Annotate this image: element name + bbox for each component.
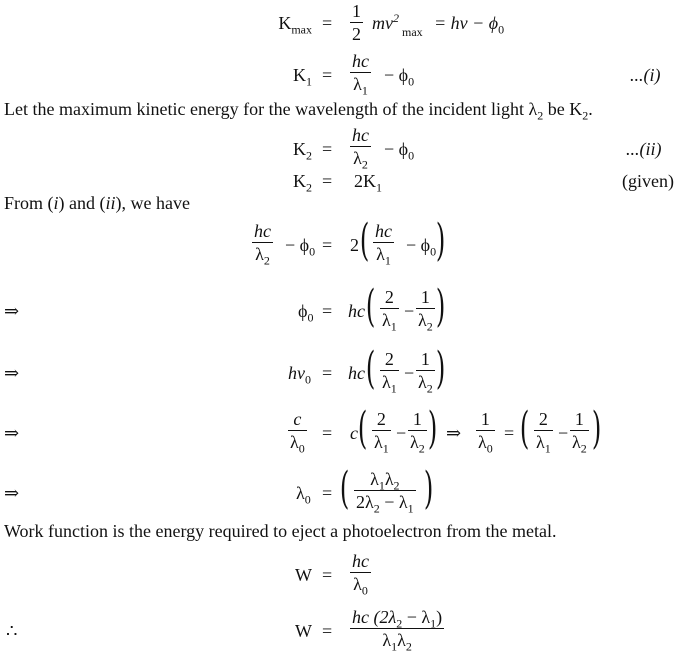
equals-sign: = <box>322 235 333 255</box>
fraction-hc-lambda2: hc $\lambda_2$ <box>352 125 369 172</box>
paren-left: ( <box>357 403 368 454</box>
fraction-hc-lambda2: hc $\lambda_2$ <box>254 221 271 268</box>
implies-arrow: ⇒ <box>4 423 20 443</box>
equals-sign: = <box>322 363 333 383</box>
kmax-mv: $mv^2$ <box>372 11 399 33</box>
paren-left: ( <box>365 343 376 394</box>
implies-arrow: ⇒ <box>4 301 20 321</box>
minus-sign: − <box>396 423 407 443</box>
hv0: $hv_0$ <box>288 363 311 387</box>
k2-rest: − $\phi_0$ <box>384 139 415 163</box>
fraction-1-lambda2: 1 $\lambda_2$ <box>418 349 433 396</box>
fraction-2-lambda1: 2 $\lambda_1$ <box>382 287 397 334</box>
equals-sign: = <box>322 483 333 503</box>
text-let: Let the maximum kinetic energy for the wavelength of the incident light $\lambda_2$ be $K_2$. <box>4 99 593 123</box>
therefore-symbol: ∴ <box>6 621 18 641</box>
fraction-2-lambda1: 2 $\lambda_1$ <box>382 349 397 396</box>
fraction-hc-lambda1: hc $\lambda_1$ <box>375 221 392 268</box>
coefficient-two: 2 <box>350 235 359 255</box>
minus-sign: − <box>558 423 569 443</box>
k1-rest: − $\phi_0$ <box>384 65 415 89</box>
paren-right: ) <box>435 343 446 394</box>
fraction-hc-lambda0: hc $\lambda_0$ <box>352 551 369 598</box>
k2b-rhs: $2K_1$ <box>354 171 382 195</box>
fraction-c-lambda0: c $\lambda_0$ <box>290 409 305 456</box>
k2b-lhs: $K_2$ <box>293 171 312 195</box>
implies-arrow: ⇒ <box>446 423 462 443</box>
paren-right: ) <box>591 403 602 454</box>
equals-sign: = <box>322 565 333 585</box>
text-from: From (i) and (ii), we have <box>4 193 190 213</box>
fraction-1-lambda2: 1 $\lambda_2$ <box>410 409 425 456</box>
kmax-lhs: $K_{max}$ <box>278 13 312 37</box>
fraction-1-lambda2: 1 $\lambda_2$ <box>572 409 587 456</box>
fraction-1-lambda2: 1 $\lambda_2$ <box>418 287 433 334</box>
paren-right: ) <box>435 281 446 332</box>
paren-left: ( <box>365 281 376 332</box>
paren-left: ( <box>359 215 370 266</box>
text-work-function: Work function is the energy required to eject a photoelectron from the metal. <box>4 521 557 541</box>
equals-sign: = <box>322 621 333 641</box>
equals-sign: = <box>322 171 333 191</box>
hc: hc <box>348 363 365 383</box>
implies-arrow: ⇒ <box>4 483 20 503</box>
fraction-2-lambda1: 2 $\lambda_1$ <box>374 409 389 456</box>
k1-lhs: $K_1$ <box>293 65 312 89</box>
paren-left: ( <box>519 403 530 454</box>
paren-left: ( <box>339 463 350 514</box>
paren-right: ) <box>427 403 438 454</box>
equals-sign: = <box>322 13 333 33</box>
kmax-mv-sub: max <box>402 25 423 39</box>
implies-arrow: ⇒ <box>4 363 20 383</box>
fraction-lambda0-solution: $\lambda_1\lambda_2$ $2\lambda_2 - \lambda_1$ <box>356 469 414 516</box>
fraction-work-function-final: hc $(2\lambda_2 - \lambda_1)$ $\lambda_1\lambda_2$ <box>352 607 443 654</box>
k2-lhs: $K_2$ <box>293 139 312 163</box>
equals-sign: = <box>322 423 333 443</box>
equals-sign: = <box>504 423 515 443</box>
minus-phi0: − $\phi_0$ <box>285 235 316 259</box>
equation-tag-given: (given) <box>622 171 674 191</box>
minus-phi0: − $\phi_0$ <box>406 235 437 259</box>
equation-tag-ii: ...(ii) <box>626 139 662 159</box>
w-lhs: W <box>295 621 312 641</box>
equals-sign: = <box>322 139 333 159</box>
equation-tag-i: ...(i) <box>630 65 661 85</box>
minus-sign: − <box>404 301 415 321</box>
kmax-rest: = hv − $\phi_0$ <box>434 13 505 37</box>
fraction-1-lambda0: 1 $\lambda_0$ <box>478 409 493 456</box>
phi0: $\phi_0$ <box>298 301 314 325</box>
fraction-hc-lambda1: hc $\lambda_1$ <box>352 51 369 98</box>
w-lhs: W <box>295 565 312 585</box>
hc: hc <box>348 301 365 321</box>
lambda0: $\lambda_0$ <box>296 483 311 507</box>
paren-right: ) <box>423 463 434 514</box>
fraction-2-lambda1: 2 $\lambda_1$ <box>536 409 551 456</box>
paren-right: ) <box>435 215 446 266</box>
c: c <box>350 423 358 443</box>
equals-sign: = <box>322 65 333 85</box>
minus-sign: − <box>404 363 415 383</box>
fraction-half: 1 2 <box>352 1 361 44</box>
equals-sign: = <box>322 301 333 321</box>
